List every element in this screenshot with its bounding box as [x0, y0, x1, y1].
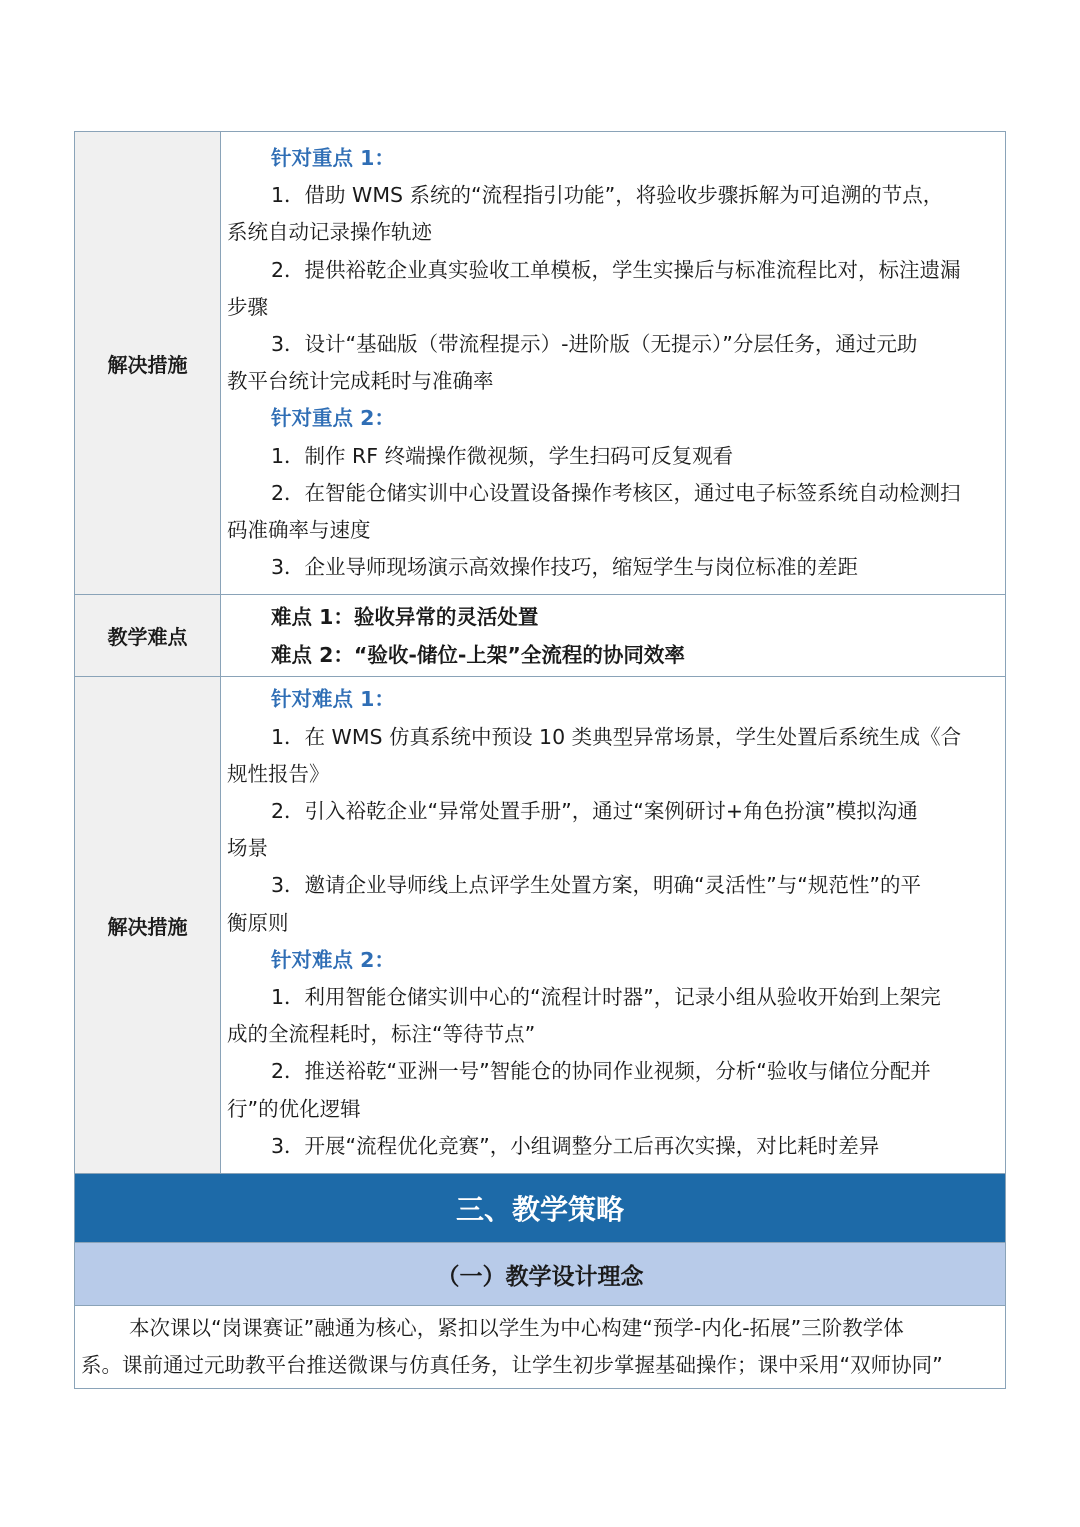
text-line: 系统自动记录操作轨迹: [227, 220, 432, 245]
text-line: 场景: [227, 836, 268, 861]
text-line: 本次课以“岗课赛证”融通为核心，紧扣以学生为中心构建“预学-内化-拓展”三阶教学体: [129, 1316, 904, 1341]
text-line: 1．在 WMS 仿真系统中预设 10 类典型异常场景，学生处置后系统生成《合: [271, 724, 962, 749]
text-line: 步骤: [227, 294, 268, 319]
text-line: 1．制作 RF 终端操作微视频，学生扫码可反复观看: [271, 443, 734, 468]
text-line: 1．利用智能仓储实训中心的“流程计时器”，记录小组从验收开始到上架完: [271, 985, 941, 1010]
row-label: 解决措施: [75, 677, 221, 1173]
text-line: 码准确率与速度: [227, 518, 371, 543]
text-line: 2．在智能仓储实训中心设置设备操作考核区，通过电子标签系统自动检测扫: [271, 480, 961, 505]
text-line: 成的全流程耗时，标注“等待节点”: [227, 1022, 536, 1047]
text-line: 2．推送裕乾“亚洲一号”智能仓的协同作业视频，分析“验收与储位分配并: [271, 1059, 931, 1084]
text-line: 难点 1：验收异常的灵活处置: [271, 605, 539, 630]
text-line: 规性报告》: [227, 761, 330, 786]
text-line: 难点 2：“验收-储位-上架”全流程的协同效率: [271, 642, 685, 667]
text-line: 系。课前通过元助教平台推送微课与仿真任务，让学生初步掌握基础操作；课中采用“双师协同”: [81, 1353, 943, 1378]
row-label: 教学难点: [75, 595, 221, 676]
row-content: [221, 132, 1005, 594]
text-line: 3．企业导师现场演示高效操作技巧，缩短学生与岗位标准的差距: [271, 555, 859, 580]
text-line: 教平台统计完成耗时与准确率: [227, 369, 494, 394]
section-heading-line: 针对重点 2：: [271, 406, 395, 431]
subsection-title: （一）教学设计理念: [75, 1243, 1005, 1306]
row-label: 解决措施: [75, 132, 221, 594]
section-title: 三、教学策略: [75, 1174, 1005, 1243]
section-heading-line: 针对难点 2：: [271, 947, 395, 972]
text-line: 1．借助 WMS 系统的“流程指引功能”，将验收步骤拆解为可追溯的节点，: [271, 183, 944, 208]
text-line: 行”的优化逻辑: [227, 1096, 361, 1121]
text-line: 3．设计“基础版（带流程提示）-进阶版（无提示）”分层任务，通过元助: [271, 332, 918, 357]
text-line: 2．引入裕乾企业“异常处置手册”，通过“案例研讨+角色扮演”模拟沟通: [271, 799, 918, 824]
row-content: [221, 595, 1005, 676]
difficulties-row: [75, 595, 1005, 677]
section-heading-line: 针对重点 1：: [271, 146, 395, 170]
text-line: 3．开展“流程优化竞赛”，小组调整分工后再次实操，对比耗时差异: [271, 1133, 880, 1158]
design-concept-paragraph: [75, 1306, 1005, 1388]
section-heading-line: 针对难点 1：: [271, 687, 395, 712]
row-content: [221, 677, 1005, 1173]
solution-row-key-points: [75, 132, 1005, 595]
text-line: 衡原则: [227, 910, 289, 935]
solution-row-difficulties: [75, 677, 1005, 1174]
text-line: 3．邀请企业导师线上点评学生处置方案，明确“灵活性”与“规范性”的平: [271, 873, 922, 898]
text-line: 2．提供裕乾企业真实验收工单模板，学生实操后与标准流程比对，标注遗漏: [271, 257, 961, 282]
lesson-plan-table: [74, 131, 1006, 1389]
